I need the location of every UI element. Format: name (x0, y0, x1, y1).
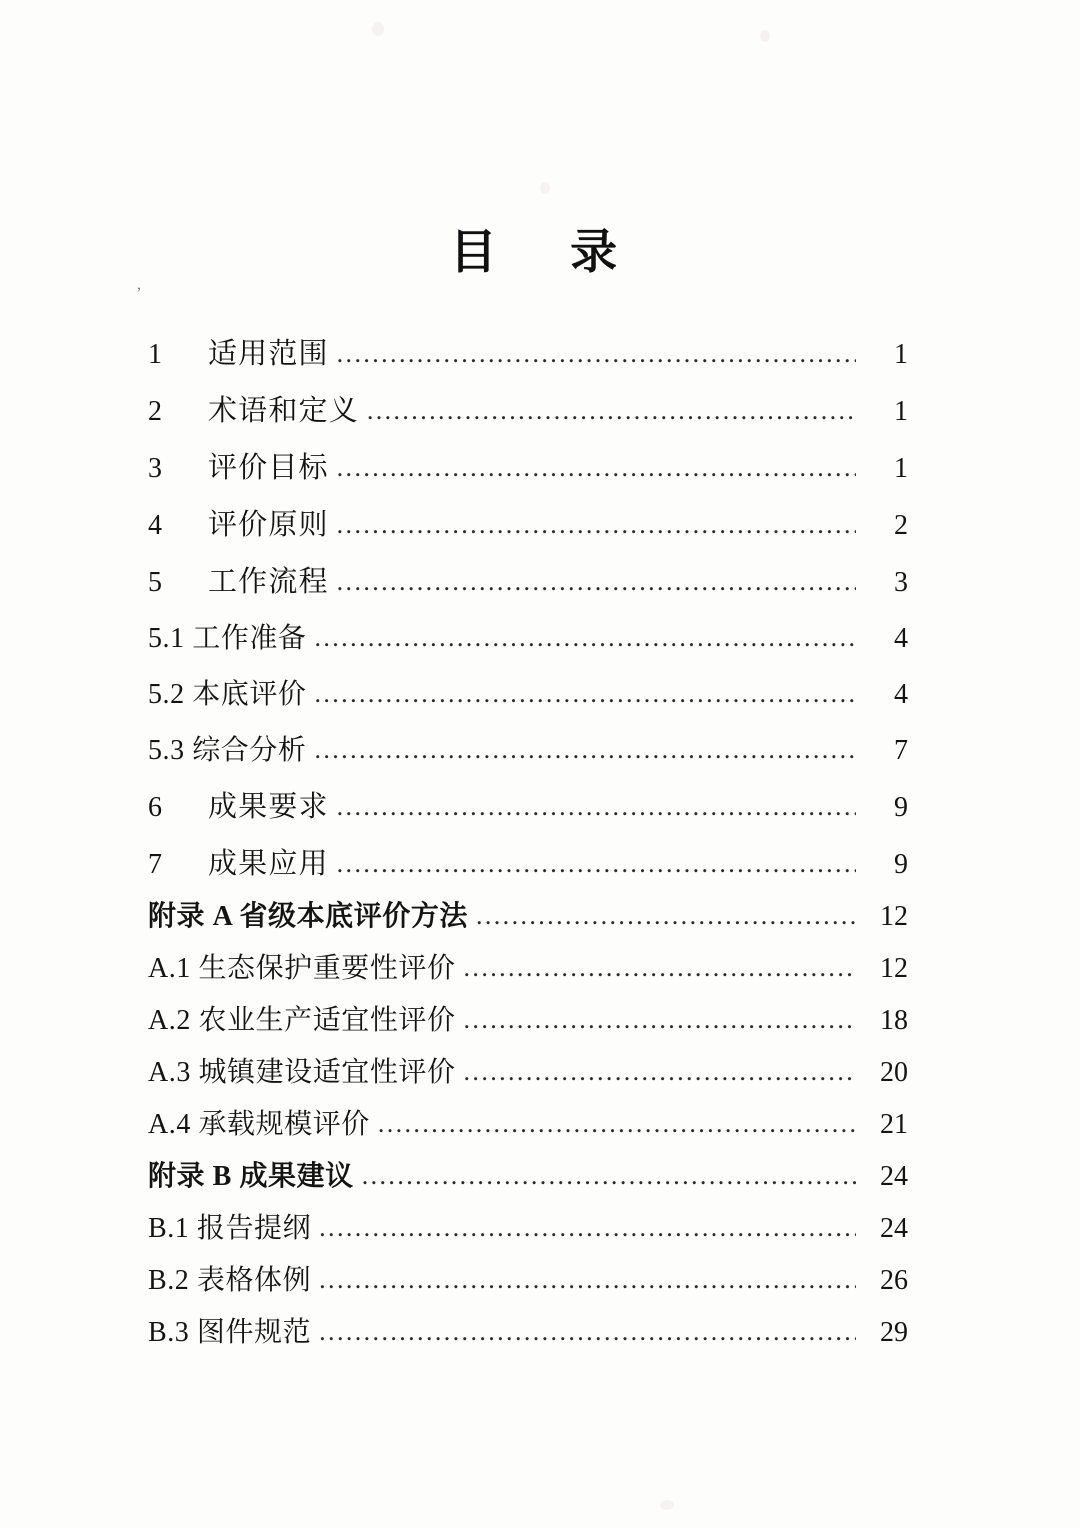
toc-entry[interactable] (148, 737, 908, 765)
spacer (148, 1139, 908, 1163)
toc-entry-label: 适用范围 (208, 338, 329, 370)
spacer (148, 931, 908, 955)
toc-entry[interactable] (148, 793, 908, 822)
toc-entry-number: 1 (148, 339, 162, 370)
toc-entry-number: 3 (148, 453, 162, 484)
spacer (148, 983, 908, 1007)
toc-leader-dots (337, 457, 856, 479)
toc-entry[interactable] (148, 1059, 908, 1087)
toc-entry-page: 12 (880, 901, 908, 932)
toc-leader-dots (319, 1269, 856, 1291)
toc-entry-number: 7 (148, 849, 162, 880)
spacer (148, 709, 908, 737)
toc-entry-number: 4 (148, 510, 162, 541)
toc-leader-dots (337, 796, 856, 818)
spacer (148, 540, 908, 568)
toc-entry-page: 7 (894, 735, 908, 766)
toc-entry-label: 成果要求 (208, 791, 329, 823)
toc-entry[interactable] (148, 340, 908, 369)
toc-leader-dots (314, 627, 856, 649)
toc-leader-dots (464, 957, 856, 979)
toc-leader-dots (367, 400, 856, 422)
spacer (148, 765, 908, 793)
spacer (148, 369, 908, 397)
spacer (148, 1035, 908, 1059)
toc-entry[interactable] (148, 1215, 908, 1243)
toc-entry-label: A.4 承载规模评价 (148, 1109, 370, 1140)
toc-entry-label: 术语和定义 (208, 395, 359, 427)
toc-entry-page: 12 (880, 953, 908, 984)
toc-entry-page: 9 (894, 849, 908, 880)
toc-entry[interactable] (148, 454, 908, 483)
toc-entry-page: 24 (880, 1213, 908, 1244)
toc-leader-dots (464, 1009, 856, 1031)
scan-artifact (540, 182, 550, 194)
toc-entry[interactable] (148, 850, 908, 879)
toc-entry-page: 18 (880, 1005, 908, 1036)
toc-entry-page: 24 (880, 1161, 908, 1192)
toc-entry-label: B.2 表格体例 (148, 1265, 312, 1296)
spacer (148, 1087, 908, 1111)
toc-entry[interactable] (148, 1111, 908, 1139)
toc-entry-page: 4 (894, 623, 908, 654)
toc-entry-label: 附录 A 省级本底评价方法 (148, 901, 468, 932)
toc-entry-label: 评价原则 (208, 509, 329, 541)
toc-entry[interactable] (148, 1007, 908, 1035)
toc-leader-dots (476, 905, 856, 927)
toc-leader-dots (337, 853, 856, 875)
toc-leader-dots (378, 1113, 856, 1135)
table-of-contents (148, 340, 908, 1347)
toc-entry-label: 5.3 综合分析 (148, 735, 307, 766)
toc-entry-label: 5.1 工作准备 (148, 623, 307, 654)
toc-entry-label: A.3 城镇建设适宜性评价 (148, 1057, 456, 1088)
page-title: 目 录 (449, 227, 631, 279)
toc-entry-label: B.3 图件规范 (148, 1317, 312, 1348)
stray-ink-mark: , (137, 276, 141, 293)
toc-entry-label: A.1 生态保护重要性评价 (148, 953, 456, 984)
toc-leader-dots (319, 1321, 856, 1343)
toc-entry-appendix-b[interactable] (148, 1163, 908, 1191)
scan-artifact (760, 30, 770, 42)
toc-leader-dots (362, 1165, 856, 1187)
toc-entry-label: A.2 农业生产适宜性评价 (148, 1005, 456, 1036)
toc-entry-label: 评价目标 (208, 452, 329, 484)
scan-artifact (660, 1500, 674, 1510)
spacer (148, 1243, 908, 1267)
toc-entry[interactable] (148, 397, 908, 426)
toc-entry-page: 20 (880, 1057, 908, 1088)
toc-entry-page: 29 (880, 1317, 908, 1348)
spacer (148, 483, 908, 511)
toc-entry[interactable] (148, 1319, 908, 1347)
toc-leader-dots (314, 739, 856, 761)
toc-entry-label: 成果应用 (208, 848, 329, 880)
spacer (148, 1295, 908, 1319)
toc-leader-dots (464, 1061, 856, 1083)
toc-entry-label: 5.2 本底评价 (148, 679, 307, 710)
spacer (148, 653, 908, 681)
toc-entry-label: 工作流程 (208, 566, 329, 598)
toc-entry-page: 9 (894, 792, 908, 823)
toc-entry-number: 5 (148, 567, 162, 598)
toc-entry-page: 3 (894, 567, 908, 598)
toc-entry[interactable] (148, 625, 908, 653)
toc-leader-dots (314, 683, 856, 705)
toc-leader-dots (337, 571, 856, 593)
toc-leader-dots (337, 514, 856, 536)
spacer (148, 822, 908, 850)
spacer (148, 426, 908, 454)
scan-artifact (372, 22, 384, 36)
toc-leader-dots (337, 343, 856, 365)
spacer (148, 597, 908, 625)
toc-entry-number: 6 (148, 792, 162, 823)
toc-entry-page: 1 (894, 339, 908, 370)
toc-entry[interactable] (148, 511, 908, 540)
toc-entry-page: 26 (880, 1265, 908, 1296)
toc-leader-dots (319, 1217, 856, 1239)
toc-entry-label: B.1 报告提纲 (148, 1213, 312, 1244)
toc-entry-page: 1 (894, 396, 908, 427)
toc-entry-number: 2 (148, 396, 162, 427)
toc-entry-page: 4 (894, 679, 908, 710)
toc-entry[interactable] (148, 955, 908, 983)
toc-entry-page: 1 (894, 453, 908, 484)
toc-entry[interactable] (148, 568, 908, 597)
toc-entry-appendix-a[interactable] (148, 903, 908, 931)
toc-entry-page: 21 (880, 1109, 908, 1140)
toc-entry[interactable] (148, 1267, 908, 1295)
spacer (148, 1191, 908, 1215)
toc-entry[interactable] (148, 681, 908, 709)
toc-entry-page: 2 (894, 510, 908, 541)
toc-entry-label: 附录 B 成果建议 (148, 1161, 354, 1192)
spacer (148, 879, 908, 903)
